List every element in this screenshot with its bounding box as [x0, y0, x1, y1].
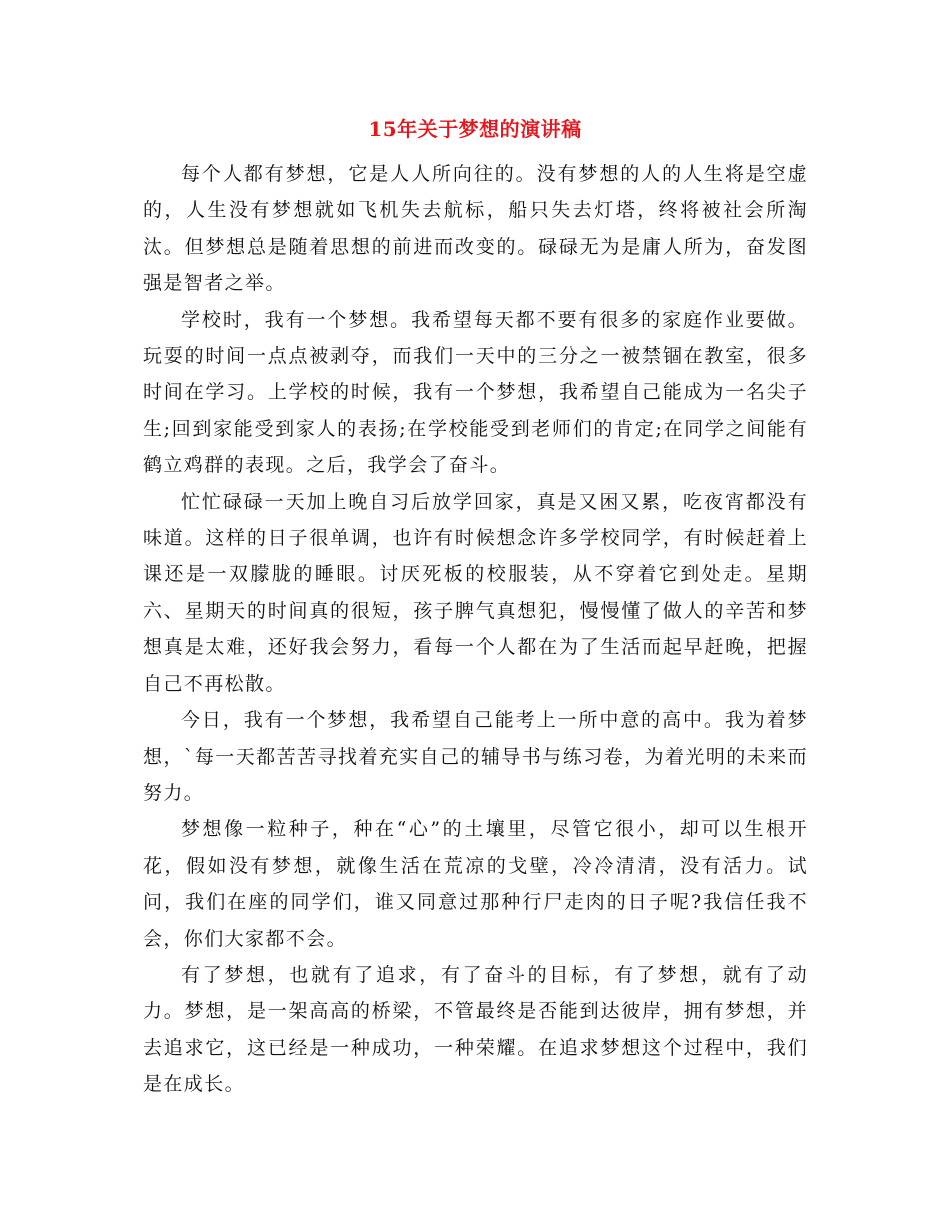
paragraph: 梦想像一粒种子，种在“心”的土壤里，尽管它很小，却可以生根开花，假如没有梦想，就像生活在荒凉的戈壁，冷冷清清，没有活力。试问，我们在座的同学们，谁又同意过那种行尸走肉的日子呢?我信任我不会，你们大家都不会。 — [143, 818, 808, 950]
document-title: 15年关于梦想的演讲稿 — [368, 117, 582, 141]
paragraph: 每个人都有梦想，它是人人所向往的。没有梦想的人的人生将是空虚的，人生没有梦想就如飞机失去航标，船只失去灯塔，终将被社会所淘汰。但梦想总是随着思想的前进而改变的。碌碌无为是庸人所为，奋发图强是智者之举。 — [143, 163, 808, 295]
paragraph: 有了梦想，也就有了追求，有了奋斗的目标，有了梦想，就有了动力。梦想，是一架高高的桥梁，不管最终是否能到达彼岸，拥有梦想，并去追求它，这已经是一种成功，一种荣耀。在追求梦想这个过程中，我们是在成长。 — [143, 963, 808, 1096]
paragraph: 今日，我有一个梦想，我希望自己能考上一所中意的高中。我为着梦想，`每一天都苦苦寻找着充实自己的辅导书与练习卷，为着光明的未来而努力。 — [143, 709, 808, 804]
document-body — [143, 156, 808, 1103]
paragraph: 忙忙碌碌一天加上晚自习后放学回家，真是又困又累，吃夜宵都没有味道。这样的日子很单调，也许有时候想念许多学校同学，有时候赶着上课还是一双朦胧的睡眼。讨厌死板的校服装，从不穿着它到处走。星期六、星期天的时间真的很短，孩子脾气真想犯，慢慢懂了做人的辛苦和梦想真是太难，还好我会努力，看每一个人都在为了生活而起早赶晚，把握自己不再松散。 — [143, 490, 808, 695]
paragraph: 学校时，我有一个梦想。我希望每天都不要有很多的家庭作业要做。玩耍的时间一点点被剥夺，而我们一天中的三分之一被禁锢在教室，很多时间在学习。上学校的时候，我有一个梦想，我希望自己能成为一名尖子生;回到家能受到家人的表扬;在学校能受到老师们的肯定;在同学之间能有鹤立鸡群的表现。之后，我学会了奋斗。 — [143, 308, 808, 477]
